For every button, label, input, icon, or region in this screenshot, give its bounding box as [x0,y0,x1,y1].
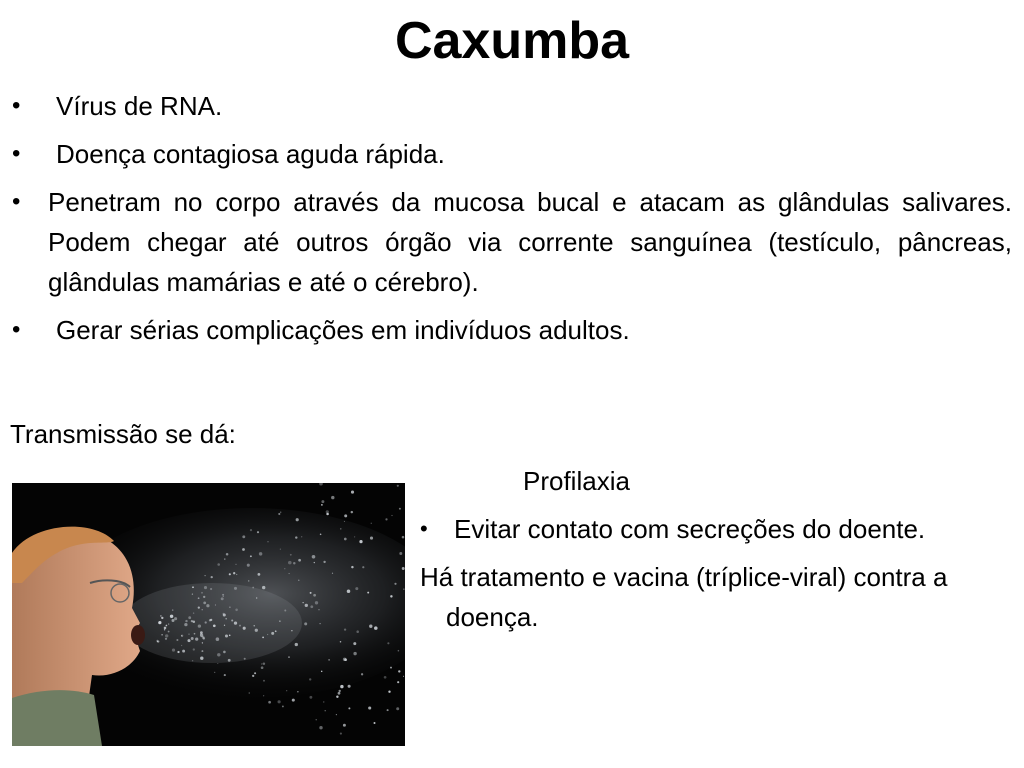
droplet [221,597,224,600]
droplet [234,587,237,590]
droplet [259,552,262,555]
droplet [301,536,302,537]
droplet [295,536,297,538]
droplet [242,548,245,551]
droplet [223,613,226,616]
list-item [10,310,1012,350]
droplet [397,485,399,487]
droplet [168,624,169,625]
droplet [172,649,175,652]
droplet [293,562,295,564]
droplet [252,675,254,677]
droplet [351,491,354,494]
droplet [388,690,390,692]
droplet [168,631,170,633]
droplet [267,634,268,635]
droplet [160,615,162,617]
droplet [204,586,207,589]
bullet-text: Doença contagiosa aguda rápida. [56,139,445,169]
droplet [328,659,330,661]
droplet [331,496,334,499]
droplet [271,632,274,635]
slide-title: Caxumba [394,12,630,70]
droplet [391,515,392,516]
droplet [164,627,167,630]
droplet [369,625,372,628]
droplet [187,639,190,642]
droplet [288,656,290,658]
droplet [158,621,161,624]
droplet [343,658,346,661]
droplet [280,549,281,550]
droplet [229,606,231,608]
droplet [304,622,307,625]
transmission-label: Transmissão se dá: [10,419,236,449]
droplet [319,726,322,729]
droplet [157,641,159,643]
droplet [353,652,356,655]
droplet [217,653,220,656]
droplet [250,555,252,557]
droplet [193,648,195,650]
droplet [336,695,338,697]
droplet [338,692,341,695]
droplet [320,534,322,536]
droplet [310,605,313,608]
droplet [374,626,378,630]
droplet [362,566,364,568]
droplet [211,576,213,578]
droplet [194,633,196,635]
droplet [242,535,245,538]
droplet [193,612,194,613]
droplet [200,656,203,659]
droplet [248,580,250,582]
droplet [184,623,187,626]
droplet [279,620,280,621]
droplet [216,637,220,641]
droplet [321,500,324,503]
bullet-icon: • [12,316,21,343]
droplet [284,610,286,612]
droplet [203,596,205,598]
droplet [275,630,277,632]
droplet [258,573,261,576]
droplet [291,630,292,631]
droplet [278,513,280,515]
droplet [192,586,194,588]
prophylaxis-heading: Profilaxia [523,466,630,496]
droplet [226,553,229,556]
droplet [172,619,175,622]
droplet [344,628,346,630]
droplet [344,538,347,541]
droplet [252,587,254,589]
droplet [347,590,351,594]
droplet [385,518,387,520]
droplet [231,619,233,621]
droplet [303,602,304,603]
droplet [268,701,271,704]
droplet [201,650,203,652]
droplet [243,627,246,630]
droplet [262,586,265,589]
droplet [398,670,400,672]
list-item [10,182,1012,302]
droplet [223,596,224,597]
droplet [356,630,359,633]
droplet [323,561,325,563]
prophylaxis-bullet-text: Evitar contato com secreções do doente. [454,514,926,544]
droplet [340,641,342,643]
droplet [288,561,292,565]
droplet [181,645,182,646]
droplet [397,681,399,683]
droplet [176,639,178,641]
droplet [224,674,226,676]
droplet [225,634,228,637]
droplet [325,710,326,711]
droplet [228,659,231,662]
droplet [403,676,404,677]
droplet [250,529,252,531]
droplet [263,695,264,696]
droplet [229,573,231,575]
droplet [344,514,347,517]
droplet [188,633,189,634]
sneeze-illustration [12,483,405,746]
droplet [229,634,231,636]
droplet [210,619,212,621]
droplet [263,663,265,665]
droplet [165,638,167,640]
droplet [296,518,299,521]
droplet [374,722,376,724]
droplet [235,564,236,565]
droplet [198,597,200,599]
droplet [165,634,168,637]
droplet [204,575,205,576]
droplet [202,642,203,643]
droplet [225,618,227,620]
droplet [321,504,323,506]
bullet-text: Penetram no corpo através da mucosa bucal e atacam as glândulas salivares. Podem chegar até outros órgão via corrente sanguínea (testículo, pâncreas, glândulas mamárias e até o cérebro). [48,187,1012,297]
droplet [172,609,173,610]
droplet [402,567,405,570]
droplet [314,562,315,563]
prophylaxis-section [420,461,980,637]
droplet [403,588,404,589]
droplet [201,592,203,594]
droplet [224,625,225,626]
droplet [282,705,284,707]
droplet [340,733,342,735]
droplet [223,651,226,654]
droplet [355,587,358,590]
droplet [402,536,405,539]
droplet [354,536,355,537]
droplet [202,609,203,610]
droplet [257,531,259,533]
bullet-text: Gerar sérias complicações em indivíduos adultos. [56,315,630,345]
droplet [371,523,372,524]
droplet [399,508,401,510]
droplet [394,583,396,585]
droplet [198,624,201,627]
list-item [10,134,1012,174]
droplet [286,690,287,691]
treatment-text: Há tratamento e vacina (tríplice-viral) contra a doença. [420,562,948,632]
droplet [309,678,311,680]
droplet [215,604,216,605]
droplet [310,592,312,594]
droplet [319,623,320,624]
list-item [420,509,980,549]
droplet [316,719,317,720]
droplet [315,601,318,604]
droplet [222,594,224,596]
droplet [213,624,216,627]
droplet [344,521,345,522]
droplet [247,564,250,567]
droplet [166,625,168,627]
droplet [193,620,196,623]
droplet [262,637,264,639]
sneeze-photo [12,483,405,746]
droplet [343,724,346,727]
bullet-text: Vírus de RNA. [56,91,223,121]
droplet [255,629,258,632]
droplet [249,692,250,693]
droplet [321,671,322,672]
bullet-icon: • [12,188,21,215]
list-item [10,86,1012,126]
droplet [351,511,353,513]
droplet [367,592,369,594]
droplet [295,643,298,646]
droplet [318,609,319,610]
droplet [161,634,163,636]
droplet [280,512,281,513]
droplet [210,588,212,590]
bullet-list [10,86,1012,358]
droplet [292,699,295,702]
droplet [284,568,285,569]
droplet [195,637,198,640]
droplet [396,707,399,710]
droplet [224,558,225,559]
droplet [164,629,165,630]
droplet [340,685,343,688]
droplet [214,672,215,673]
droplet [256,597,257,598]
droplet [312,555,316,559]
droplet [298,559,301,562]
droplet [359,540,362,543]
bullet-icon: • [12,92,21,119]
droplet [353,642,356,645]
droplet [368,706,371,709]
droplet [390,595,392,597]
droplet [309,696,312,699]
droplet [217,563,220,566]
droplet [297,691,298,692]
droplet [361,673,363,675]
droplet [261,666,264,669]
droplet [254,672,256,674]
droplet [192,660,193,661]
droplet [233,572,235,574]
droplet [384,676,387,679]
droplet [191,637,194,640]
droplet [313,594,316,597]
droplet [234,621,237,624]
droplet [188,616,191,619]
droplet [263,680,265,682]
droplet [387,709,389,711]
droplet [305,604,308,607]
droplet [387,642,389,644]
droplet [289,573,290,574]
droplet [348,707,350,709]
droplet [336,714,337,715]
droplet [181,635,182,636]
droplet [217,663,218,664]
droplet [185,620,187,622]
droplet [174,617,177,620]
droplet [261,663,262,664]
droplet [206,604,209,607]
droplet [161,617,163,619]
droplet [339,690,341,692]
droplet [399,552,402,555]
droplet [398,650,400,652]
droplet [254,625,255,626]
droplet [332,573,333,574]
droplet [323,701,324,702]
droplet [390,667,392,669]
bullet-icon: • [12,140,21,167]
droplet [177,651,179,653]
droplet [370,537,373,540]
droplet [198,606,200,608]
droplet [239,625,241,627]
droplet [203,602,206,605]
droplet [235,609,238,612]
droplet [340,528,341,529]
bullet-icon: • [420,516,428,541]
droplet [351,566,353,568]
droplet [205,621,207,623]
droplet [267,541,268,542]
droplet [170,615,173,618]
droplet [278,700,281,703]
droplet [290,554,292,556]
droplet [348,685,351,688]
droplet [326,513,329,516]
droplet [182,650,185,653]
droplet [298,580,299,581]
droplet [192,593,193,594]
droplet [200,634,201,635]
droplet [244,658,246,660]
droplet [236,574,237,575]
